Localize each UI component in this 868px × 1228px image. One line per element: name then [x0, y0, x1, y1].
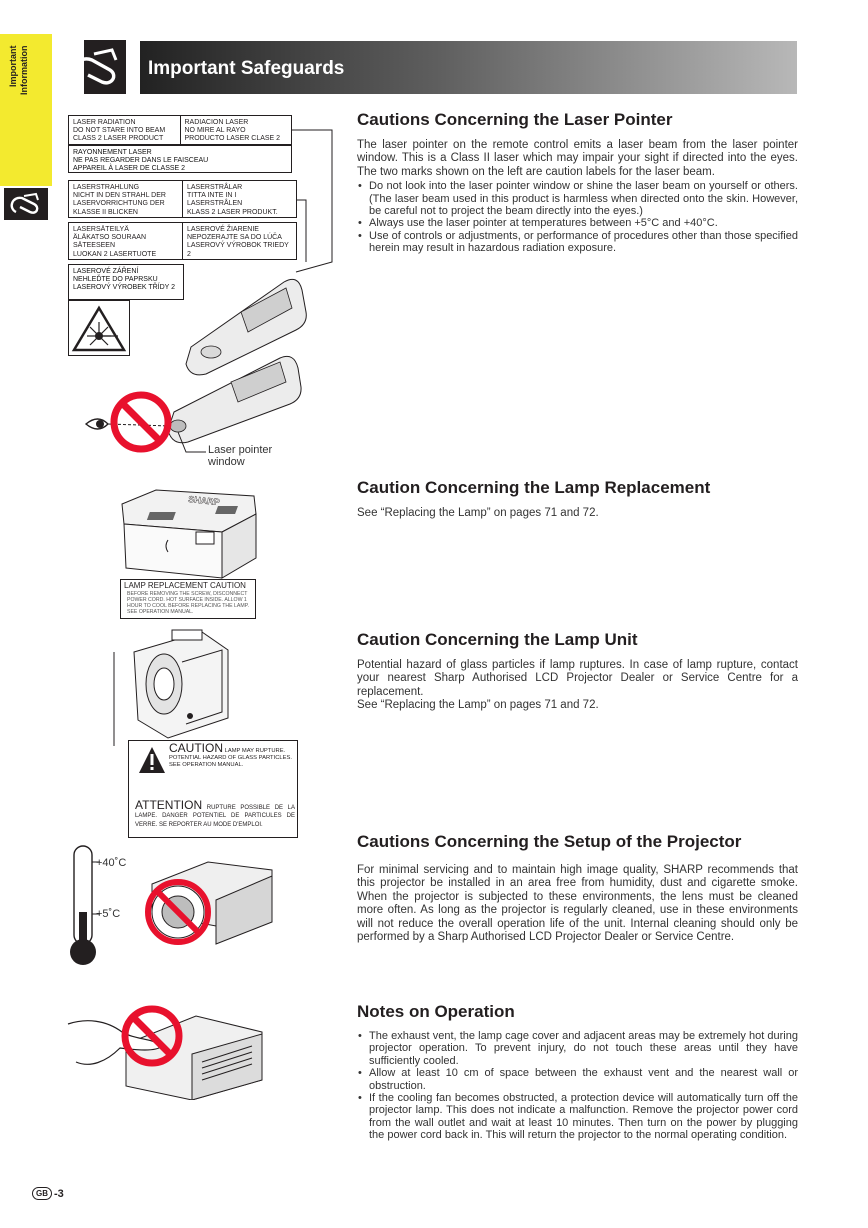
section-text: See “Replacing the Lamp” on pages 71 and 72. — [357, 699, 599, 712]
bullet-list — [357, 1030, 798, 1142]
section-laser-pointer — [357, 110, 798, 255]
attention-word: ATTENTION — [135, 798, 203, 812]
side-tab — [0, 34, 52, 186]
laser-label-en: LASER RADIATION DO NOT STARE INTO BEAM CLASS 2 LASER PRODUCT — [73, 119, 166, 143]
list-item: • Use of controls or adjustments, or performance of procedures other than those specified herein may result in hazardous radiation exposure. — [357, 230, 798, 255]
operation-illustration — [66, 1004, 266, 1100]
caution-block — [169, 741, 297, 769]
prohibition-icon — [108, 389, 174, 455]
list-item: • Allow at least 10 cm of space between the exhaust vent and the nearest wall or obstruction. — [357, 1067, 798, 1092]
section-title: Caution Concerning the Lamp Replacement — [357, 478, 711, 497]
section-setup — [357, 832, 798, 944]
side-tab-label: Important Information — [8, 46, 29, 96]
page-footer — [32, 1187, 64, 1200]
bullet-list — [357, 180, 798, 254]
eye-icon — [86, 419, 108, 429]
laser-label-de: LASERSTRAHLUNG NICHT IN DEN STRAHL DER LASERVORRICHTUNG DER KLASSE II BLICKEN — [73, 184, 166, 216]
setup-illustration — [66, 842, 276, 970]
caution-word: CAUTION — [169, 741, 223, 755]
page-number: -3 — [54, 1187, 64, 1200]
laser-label-fr: RAYONNEMENT LASER NE PAS REGARDER DANS LE FAISCEAU APPAREIL À LASER DE CLASSE 2 — [68, 145, 292, 173]
laser-window-caption: Laser pointer window — [208, 444, 273, 468]
projector-front-icon — [138, 856, 276, 946]
section-lamp-unit — [357, 630, 798, 713]
header-bar — [140, 41, 797, 94]
list-item: • Always use the laser pointer at temperatures between +5°C and +40°C. — [357, 217, 798, 229]
warning-triangle-icon — [137, 745, 167, 775]
laser-label-sv: LASERSTRÅLAR TITTA INTE IN I LASERSTRÅLEN KLASS 2 LASER PRODUKT. — [182, 181, 296, 217]
lamp-warning-card — [128, 740, 298, 838]
sharp-logo: SHARP — [187, 494, 221, 508]
laser-label-sk: LASEROVÉ ŽIARENIE NEPOZERAJTE SA DO LÚČA LASEROVÝ VÝROBOK TRIEDY 2 — [182, 223, 296, 259]
attention-block — [135, 798, 296, 829]
caution-text: LAMP MAY RUPTURE. POTENTIAL HAZARD OF GLASS PARTICLES. SEE OPERATION MANUAL. — [169, 748, 292, 768]
section-text: Potential hazard of glass particles if lamp ruptures. In case of lamp rupture, contact your nearest Sharp Authorised LCD Projector Dealer or Service Centre for a replacement. — [357, 659, 798, 698]
list-item: • Do not look into the laser pointer window or shine the laser beam on yourself or others. (The laser beam used in this product is harmless when directed onto the skin. However, be careful not to project the beam directly into the eyes.) — [357, 180, 798, 217]
safeguards-icon — [4, 188, 48, 220]
list-item: • The exhaust vent, the lamp cage cover and adjacent areas may be extremely hot during projector operation. To prevent injury, do not touch these areas until they have sufficiently cooled. — [357, 1030, 798, 1067]
section-operation — [357, 1002, 798, 1142]
paperclip-icon — [66, 40, 126, 94]
lamp-replacement-label — [120, 579, 256, 619]
attention-text: RUPTURE POSSIBLE DE LA LAMPE. DANGER POTENTIEL DE PARTICULES DE VERRE. SE REPORTER AU MODE D'EMPLOI. — [135, 805, 296, 828]
section-text: For minimal servicing and to maintain high image quality, SHARP recommends that this projector be installed in an area free from humidity, dust and cigarette smoke. When the projector is subjected to these environments, the lens must be cleaned more often. As long as the projector is regularly cleaned, use in these environments will not reduce the overall operation life of the unit. Internal cleaning should only be performed by a Sharp Authorised LCD Projector Dealer or Service Centre. — [357, 864, 798, 944]
page-title: Important Safeguards — [148, 58, 345, 79]
laser-label-es: RADIACION LASER NO MIRE AL RAYO PRODUCTO LASER CLASE 2 — [180, 116, 292, 144]
laser-label-fi: LASERSÄTEILYÄ ÄLÄKATSO SOURAAN SÄTEESEEN LUOKAN 2 LASERTUOTE — [73, 226, 157, 258]
temp-high-label: +40˚C — [96, 857, 127, 869]
lamp-label-body: BEFORE REMOVING THE SCREW, DISCONNECT POWER CORD. HOT SURFACE INSIDE. ALLOW 1 HOUR TO COOL BEFORE REPLACING THE LAMP. SEE OPERATION MANUAL. — [127, 591, 249, 615]
section-title: Notes on Operation — [357, 1002, 515, 1021]
temp-low-label: +5˚C — [96, 908, 121, 920]
laser-illustration — [66, 112, 336, 474]
list-item: • If the cooling fan becomes obstructed, a protection device will automatically turn off the projector lamp. This does not indicate a malfunction. Remove the projector power cord from the wall outlet and wait at least 10 minutes. Then turn on the power by plugging the power cord back in. This will return the projector to the normal operating condition. — [357, 1092, 798, 1142]
section-intro: The laser pointer on the remote control emits a laser beam from the laser pointer window. This is a Class II laser which may impair your sight if directed into the eyes. The two marks shown on the left are caution labels for the laser beam. — [357, 139, 798, 178]
section-lamp-replacement — [357, 478, 798, 520]
projector-rear-illustration — [116, 484, 258, 620]
laser-label-cz: LASEROVÉ ZÁŘENÍ NEHLEĎTE DO PAPRSKU LASEROVÝ VÝROBEK TŘÍDY 2 — [68, 264, 184, 300]
region-badge: GB — [32, 1187, 52, 1200]
lamp-label-heading: LAMP REPLACEMENT CAUTION — [124, 581, 246, 590]
section-title: Caution Concerning the Lamp Unit — [357, 630, 638, 649]
lamp-unit-illustration — [112, 622, 302, 838]
section-text: See “Replacing the Lamp” on pages 71 and 72. — [357, 507, 599, 519]
section-title: Cautions Concerning the Setup of the Projector — [357, 832, 742, 851]
section-title: Cautions Concerning the Laser Pointer — [357, 110, 673, 129]
